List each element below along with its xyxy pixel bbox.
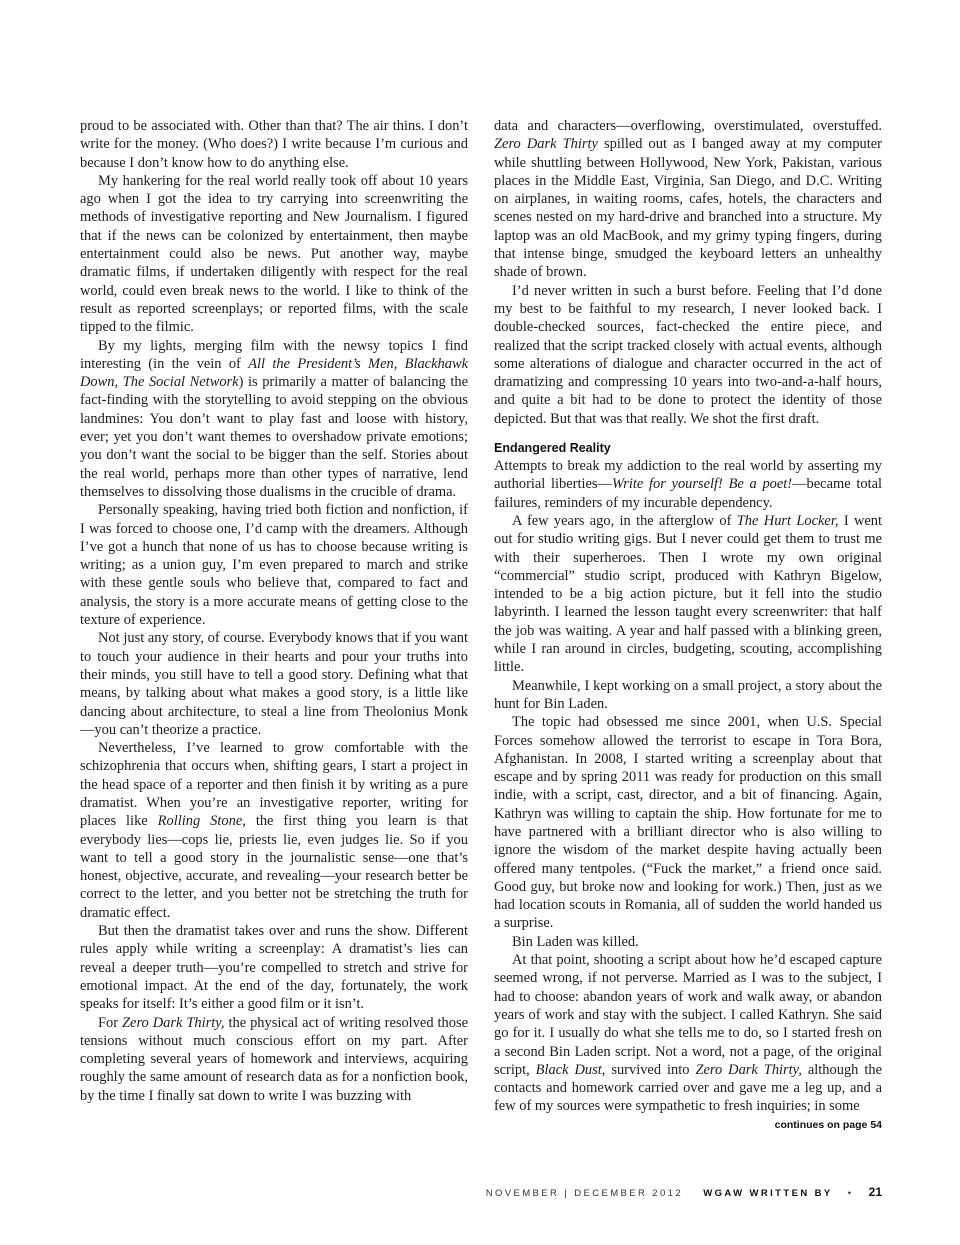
page-number: 21 bbox=[868, 1185, 882, 1199]
body-paragraph: Nevertheless, I’ve learned to grow comfortable with the schizophrenia that occurs when, shifting gears, I start a project in the head space of a reporter and then finish it by writing as a pure dramatist. When you’re an investigative reporter, writing for places like Rolling Stone, the first thing you learn is that everybody lies—cops lie, priests lie, even judges lie. So if you want to tell a good story in the journalistic sense—one that’s honest, objective, accurate, and revealing—your research better be correct to the letter, and you better not be stretching the truth for dramatic effect. bbox=[80, 740, 468, 921]
body-paragraph: Personally speaking, having tried both fiction and nonfiction, if I was forced to choose one, I’d camp with the dreamers. Although I’ve got a hunch that none of us has to choose because writing is writing; as a union guy, I’m even prepared to march and strike with these gentle souls who believe that, compared to fact and analysis, the story is a more accurate means of getting close to the texture of experience. bbox=[80, 502, 468, 629]
body-paragraph: By my lights, merging film with the newsy topics I find interesting (in the vein of All the President’s Men, Blackhawk Down, The Social Network) is primarily a matter of balancing the fact-finding with the storytelling to avoid stepping on the obvious landmines: You don’t want to play fast and loose with history, ever; yet you don’t want themes to overshadow private emotions; you don’t want the social to be bigger than the self. Stories about the real world, perhaps more than other types of narrative, lend themselves to dissolving those dualisms in the crucible of drama. bbox=[80, 337, 468, 500]
right-column-top-body bbox=[494, 117, 882, 428]
body-paragraph: At that point, shooting a script about how he’d escaped capture seemed wrong, if not perverse. Married as I was to the subject, I had to choose: abandon years of work and walk away, or abandon years of work and stay with the subject. I called Kathryn. She said go for it. I usually do what she tells me to do, so I started fresh on a second Bin Laden script. Not a word, not a page, of the original script, Black Dust, survived into Zero Dark Thirty, although the contacts and homework carried over and gave me a leg up, and a few of my sources were sympathetic to fresh inquiries; in some bbox=[494, 952, 882, 1115]
issue-date: NOVEMBER | DECEMBER 2012 bbox=[485, 1188, 684, 1199]
body-paragraph: data and characters—overflowing, overstimulated, overstuffed. Zero Dark Thirty spilled out as I banged away at my computer while shuttling between Hollywood, New York, Pakistan, various places in the Middle East, Virginia, San Diego, and D.C. Writing on airplanes, in waiting rooms, cafes, hotels, the characters and scenes nested on my hard-drive and branched into a structure. My laptop was an old MacBook, and my grimy typing fingers, during that intense binge, smudged the keyboard letters an unhealthy shade of brown. bbox=[494, 118, 882, 281]
body-paragraph: My hankering for the real world really took off about 10 years ago when I got the idea to try carrying into screenwriting the methods of investigative reporting and New Journalism. I figured that if the news can be colonized by entertainment, then maybe entertainment could also be news. Put another way, maybe dramatic films, if undertaken diligently with respect for the real world, could even break news to the world. I like to think of the result as reported screenplays; or reported films, with the scale tipped to the filmic. bbox=[80, 172, 468, 336]
body-paragraph: The topic had obsessed me since 2001, when U.S. Special Forces somehow allowed the terrorist to escape in Tora Bora, Afghanistan. In 2008, I started writing a screenplay about that escape and by spring 2011 was ready for production on this small indie, with a script, cast, director, and a bit of financing. Again, Kathryn was willing to captain the ship. How fortunate for me to have partnered with a brilliant director who is also willing to ignore the wisdom of the market despite having actually been offered many tentpoles. (“Fuck the market,” a friend once said. Good guy, but broke now and looking for work.) Then, just as we had location scouts in Romania, all of sudden the world handed us a surprise. bbox=[494, 714, 882, 932]
body-paragraph: For Zero Dark Thirty, the physical act of writing resolved those tensions without much conscious effort on my part. After completing several years of homework and interviews, acquiring roughly the same amount of research data as for a nonfiction book, by the time I finally sat down to write I was buzzing with bbox=[80, 1014, 468, 1104]
section-subhead: Endangered Reality bbox=[494, 441, 611, 456]
italic-title: Write for yourself! Be a poet! bbox=[611, 476, 793, 493]
italic-title: Zero Dark Thirty, bbox=[695, 1061, 802, 1078]
publication-name: WGAW WRITTEN BY bbox=[703, 1188, 833, 1199]
body-paragraph: But then the dramatist takes over and runs the show. Different rules apply while writing a screenplay: A dramatist’s lies can reveal a deeper truth—you’re compelled to stretch and strive for emotional impact. At the end of the day, fortunately, the work speaks for itself: It’s either a good film or it isn’t. bbox=[80, 923, 468, 1013]
body-paragraph: A few years ago, in the afterglow of The Hurt Locker, I went out for studio writing gigs. But I never could get them to trust me with their superheroes. Then I wrote my own original “commercial” studio script, produced with Kathryn Bigelow, intended to be a big action picture, but it fell into the studio labyrinth. I learned the lesson taught every screenwriter: that half the job was waiting. A year and half passed with a blinking green, while I ran around in circles, budgeting, scouting, accomplishing little. bbox=[494, 512, 883, 676]
body-paragraph: proud to be associated with. Other than that? The air thins. I don’t write for the money. (Who does?) I write because I’m curious and because I don’t know how to do anything else. bbox=[80, 118, 468, 171]
italic-title: The Hurt Locker, bbox=[736, 512, 839, 529]
body-paragraph: I’d never written in such a burst before. Feeling that I’d done my best to be faithful to my research, I never looked back. I double-checked sources, fact-checked the entire piece, and realized that the script tracked closely with actual events, although some alterations of dialogue and character occurred in the act of dramatizing and compressing 10 years into two-and-a-half hours, and quite a bit had to be done to protect the identity of those depicted. But that was that really. We shot the first draft. bbox=[494, 282, 882, 427]
body-paragraph: Attempts to break my addiction to the real world by asserting my authorial liberties—Write for yourself! Be a poet!—became total failures, reminders of my incurable dependency. bbox=[494, 458, 883, 511]
right-column-bottom-body bbox=[494, 457, 882, 1116]
page-footer bbox=[480, 1185, 882, 1199]
italic-title: Black Dust, bbox=[535, 1061, 606, 1078]
article-right-column bbox=[494, 117, 882, 1131]
article-left-column bbox=[80, 117, 468, 1105]
body-paragraph: Bin Laden was killed. bbox=[512, 933, 639, 950]
body-paragraph: Meanwhile, I kept working on a small project, a story about the hunt for Bin Laden. bbox=[494, 677, 882, 712]
continues-jump-line: continues on page 54 bbox=[774, 1118, 882, 1131]
footer-bullet: • bbox=[847, 1188, 854, 1199]
italic-title: Zero Dark Thirty bbox=[494, 136, 598, 153]
italic-title: Zero Dark Thirty, bbox=[122, 1014, 225, 1031]
body-paragraph: Not just any story, of course. Everybody knows that if you want to touch your audience in their hearts and pour your truths into their minds, you still have to tell a good story. Defining what that means, by talking about what makes a good story, is a little like dancing about architecture, to steal a line from Theolonius Monk—you can’t theorize a practice. bbox=[80, 630, 468, 738]
italic-title: All the President’s Men, Blackhawk Down, The Social Network bbox=[80, 355, 468, 391]
italic-title: Rolling Stone, bbox=[157, 813, 246, 830]
